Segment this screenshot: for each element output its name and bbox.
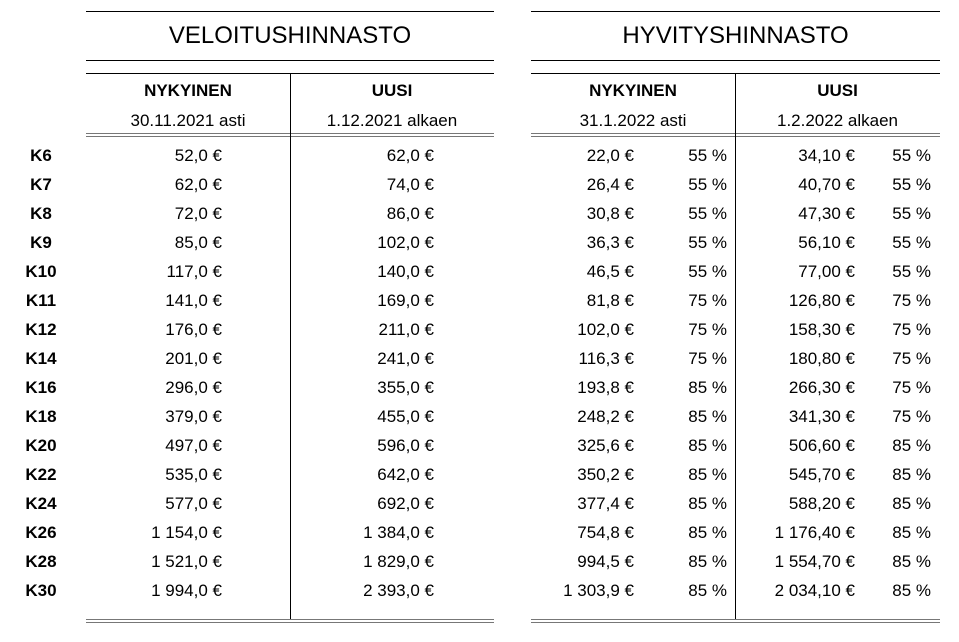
credit-new-percent: 55 % — [892, 204, 931, 223]
credit-new-price: 2 034,10 € — [774, 581, 855, 600]
credit-new-percent: 55 % — [892, 233, 931, 252]
size-class-label: K28 — [25, 552, 57, 571]
charge-new-price: 102,0 € — [377, 233, 434, 252]
table-row — [0, 378, 959, 407]
credit-current-percent: 85 % — [688, 552, 727, 571]
credit-new-percent: 85 % — [892, 523, 931, 542]
credit-current-price: 36,3 € — [586, 233, 634, 252]
charge-new-price: 455,0 € — [377, 407, 434, 426]
charge-current-date: 30.11.2021 asti — [130, 111, 246, 130]
table-row — [0, 320, 959, 349]
charge-current-price: 85,0 € — [174, 233, 222, 252]
credit-current-percent: 75 % — [688, 349, 727, 368]
credit-title-bottom-rule — [531, 60, 940, 61]
credit-current-percent: 75 % — [688, 320, 727, 339]
size-class-label: K30 — [25, 581, 57, 600]
credit-new-percent: 85 % — [892, 494, 931, 513]
credit-current-percent: 85 % — [688, 523, 727, 542]
credit-new-percent: 55 % — [892, 262, 931, 281]
credit-current-price: 754,8 € — [577, 523, 634, 542]
table-row — [0, 494, 959, 523]
credit-current-percent: 55 % — [688, 262, 727, 281]
credit-current-price: 193,8 € — [577, 378, 634, 397]
credit-new-price: 545,70 € — [788, 465, 855, 484]
credit-current-percent: 75 % — [688, 291, 727, 310]
charge-new-price: 211,0 € — [378, 320, 434, 339]
credit-current-price: 102,0 € — [577, 320, 634, 339]
credit-new-percent: 55 % — [892, 146, 931, 165]
size-class-label: K18 — [25, 407, 57, 426]
credit-current-price: 116,3 € — [578, 349, 634, 368]
charge-new-label: UUSI — [371, 81, 413, 100]
charge-bottom-rule-1 — [86, 619, 494, 620]
credit-current-price: 350,2 € — [577, 465, 634, 484]
size-class-label: K14 — [25, 349, 57, 368]
credit-new-price: 126,80 € — [788, 291, 855, 310]
credit-new-percent: 85 % — [892, 465, 931, 484]
credit-current-price: 26,4 € — [586, 175, 634, 194]
credit-bottom-rule-2 — [531, 622, 940, 623]
credit-new-percent: 75 % — [892, 349, 931, 368]
charge-new-price: 692,0 € — [377, 494, 434, 513]
table-row — [0, 523, 959, 552]
size-class-label: K10 — [25, 262, 57, 281]
credit-bottom-rule-1 — [531, 619, 940, 620]
charge-current-price: 1 154,0 € — [151, 523, 222, 542]
charge-new-price: 169,0 € — [377, 291, 434, 310]
credit-new-percent: 75 % — [892, 291, 931, 310]
charge-table-title: VELOITUSHINNASTO — [168, 22, 412, 49]
size-class-label: K12 — [25, 320, 57, 339]
size-class-label: K24 — [25, 494, 57, 513]
credit-new-price: 77,00 € — [798, 262, 855, 281]
table-row — [0, 204, 959, 233]
credit-current-percent: 85 % — [688, 494, 727, 513]
charge-new-price: 62,0 € — [386, 146, 434, 165]
table-row — [0, 436, 959, 465]
charge-new-date: 1.12.2021 alkaen — [326, 111, 458, 130]
credit-current-price: 325,6 € — [577, 436, 634, 455]
credit-new-price: 34,10 € — [798, 146, 855, 165]
size-class-label: K26 — [25, 523, 57, 542]
credit-new-price: 266,30 € — [788, 378, 855, 397]
charge-bottom-rule-2 — [86, 622, 494, 623]
charge-new-price: 86,0 € — [386, 204, 434, 223]
credit-current-percent: 85 % — [688, 581, 727, 600]
credit-current-price: 46,5 € — [586, 262, 634, 281]
credit-new-percent: 85 % — [892, 436, 931, 455]
size-class-label: K20 — [25, 436, 57, 455]
size-class-label: K8 — [30, 204, 52, 223]
credit-current-label: NYKYINEN — [589, 81, 677, 100]
charge-new-price: 642,0 € — [377, 465, 434, 484]
credit-new-price: 40,70 € — [798, 175, 855, 194]
credit-new-date: 1.2.2022 alkaen — [777, 111, 898, 130]
credit-new-price: 180,80 € — [788, 349, 855, 368]
credit-new-price: 158,30 € — [788, 320, 855, 339]
charge-current-price: 141,0 € — [165, 291, 222, 310]
credit-current-price: 30,8 € — [586, 204, 634, 223]
table-row — [0, 262, 959, 291]
charge-new-price: 596,0 € — [377, 436, 434, 455]
credit-new-price: 506,60 € — [788, 436, 855, 455]
credit-new-percent: 55 % — [892, 175, 931, 194]
charge-title-bottom-rule — [86, 60, 494, 61]
credit-new-price: 1 176,40 € — [774, 523, 855, 542]
table-row — [0, 465, 959, 494]
charge-current-price: 117,0 € — [166, 262, 222, 281]
charge-new-price: 241,0 € — [377, 349, 434, 368]
credit-current-price: 22,0 € — [586, 146, 634, 165]
charge-title-top-rule — [86, 11, 494, 12]
credit-current-price: 81,8 € — [586, 291, 634, 310]
charge-new-price: 140,0 € — [377, 262, 434, 281]
credit-current-percent: 55 % — [688, 204, 727, 223]
credit-current-percent: 55 % — [688, 175, 727, 194]
charge-current-price: 497,0 € — [165, 436, 222, 455]
credit-new-price: 341,30 € — [788, 407, 855, 426]
credit-table-title: HYVITYSHINNASTO — [622, 22, 849, 49]
table-row — [0, 233, 959, 262]
size-class-label: K16 — [25, 378, 57, 397]
size-class-label: K7 — [30, 175, 52, 194]
table-row — [0, 407, 959, 436]
charge-new-price: 2 393,0 € — [363, 581, 434, 600]
credit-new-percent: 85 % — [892, 581, 931, 600]
charge-current-price: 201,0 € — [165, 349, 222, 368]
credit-new-price: 1 554,70 € — [774, 552, 855, 571]
table-row — [0, 552, 959, 581]
size-class-label: K22 — [25, 465, 57, 484]
credit-new-price: 588,20 € — [788, 494, 855, 513]
credit-new-percent: 85 % — [892, 552, 931, 571]
table-row — [0, 349, 959, 378]
credit-new-price: 47,30 € — [798, 204, 855, 223]
charge-current-price: 176,0 € — [165, 320, 222, 339]
credit-current-date: 31.1.2022 asti — [579, 111, 687, 130]
credit-current-price: 994,5 € — [577, 552, 634, 571]
credit-new-percent: 75 % — [892, 407, 931, 426]
credit-current-price: 377,4 € — [577, 494, 634, 513]
credit-current-percent: 55 % — [688, 146, 727, 165]
credit-current-percent: 85 % — [688, 378, 727, 397]
charge-current-price: 62,0 € — [174, 175, 222, 194]
charge-current-price: 296,0 € — [165, 378, 222, 397]
credit-current-percent: 85 % — [688, 436, 727, 455]
table-row — [0, 291, 959, 320]
size-class-label: K11 — [25, 291, 57, 310]
table-row — [0, 581, 959, 610]
table-row — [0, 175, 959, 204]
credit-title-top-rule — [531, 11, 940, 12]
charge-current-price: 1 994,0 € — [151, 581, 222, 600]
credit-current-percent: 85 % — [688, 465, 727, 484]
size-class-label: K6 — [30, 146, 52, 165]
table-row — [0, 146, 959, 175]
credit-new-percent: 75 % — [892, 320, 931, 339]
charge-current-price: 379,0 € — [165, 407, 222, 426]
charge-current-price: 535,0 € — [165, 465, 222, 484]
charge-new-price: 1 829,0 € — [363, 552, 434, 571]
charge-current-label: NYKYINEN — [144, 81, 232, 100]
charge-current-price: 577,0 € — [165, 494, 222, 513]
charge-current-price: 1 521,0 € — [151, 552, 222, 571]
credit-current-price: 1 303,9 € — [563, 581, 634, 600]
credit-current-percent: 85 % — [688, 407, 727, 426]
credit-new-percent: 75 % — [892, 378, 931, 397]
charge-new-price: 355,0 € — [377, 378, 434, 397]
credit-current-price: 248,2 € — [577, 407, 634, 426]
credit-new-label: UUSI — [817, 81, 858, 100]
credit-current-percent: 55 % — [688, 233, 727, 252]
charge-new-price: 74,0 € — [386, 175, 434, 194]
credit-new-price: 56,10 € — [798, 233, 855, 252]
charge-current-price: 72,0 € — [174, 204, 222, 223]
charge-current-price: 52,0 € — [174, 146, 222, 165]
size-class-label: K9 — [30, 233, 52, 252]
charge-new-price: 1 384,0 € — [363, 523, 434, 542]
